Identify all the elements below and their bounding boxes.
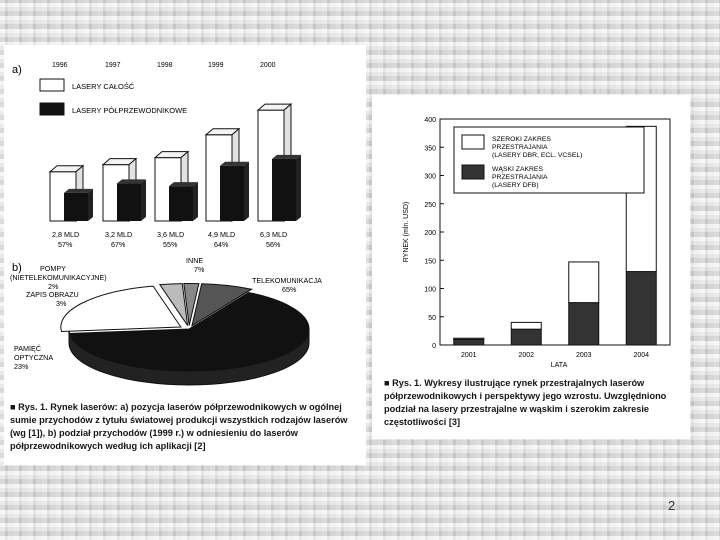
- legend-swatch-0: [462, 135, 484, 149]
- year-label-1998: 1998: [157, 62, 173, 69]
- y-tick-label-150: 150: [424, 258, 436, 266]
- bar-semiconductor-side-1997: [141, 179, 146, 221]
- legend-label-0: LASERY CAŁOŚĆ: [72, 82, 135, 91]
- left-figure-caption: ■ Rys. 1. Rynek laserów: a) pozycja laserów półprzewodnikowych w ogólnej sumie przychodów z tytułu światowej produkcji wszystkich rodzajów laserów (wg [1]), b) podział przychodów (1999 r.) w odniesieniu do laserów półprzewodnikowych według ich aplikacji [2]: [10, 402, 348, 451]
- share-label-1996: 57%: [58, 240, 73, 249]
- legend-label-1-line1: WĄSKI ZAKRES: [492, 166, 543, 173]
- share-label-1998: 55%: [163, 240, 178, 249]
- y-tick-label-100: 100: [424, 286, 436, 294]
- page-number: 2: [668, 498, 676, 513]
- pie-label-3-line2: (NIETELEKOMUNIKACYJNE): [10, 273, 107, 282]
- share-label-1997: 67%: [111, 240, 126, 249]
- y-tick-label-0: 0: [432, 343, 436, 350]
- pie-slice-1: [61, 286, 181, 331]
- y-tick-label-300: 300: [424, 173, 436, 181]
- pie-label-1-line1: PAMIĘĆ: [14, 344, 42, 353]
- x-axis-label: LATA: [550, 362, 568, 369]
- pie-percent-3: 2%: [48, 282, 59, 291]
- share-label-1999: 64%: [214, 240, 229, 249]
- legend-label-0-line2: PRZESTRAJANIA: [492, 144, 548, 151]
- bar-semiconductor-top-1998: [169, 182, 198, 186]
- right-figure-caption: ■ Rys. 1. Wykresy ilustrujące rynek przestrajalnych laserów półprzewodnikowych i perspektywy jego wzrostu. Uwzględniono podział na lasery przestrajalne w wąskim i szerokim zakresie częstotliwości [3]: [384, 378, 667, 427]
- bar-semiconductor-top-2000: [272, 155, 301, 159]
- panel-b-label: b): [12, 262, 22, 274]
- x-tick-label-2004: 2004: [633, 352, 650, 359]
- legend-label-1-line2: PRZESTRAJANIA: [492, 174, 548, 181]
- bar-2003-series-0: [569, 303, 599, 345]
- year-label-1997: 1997: [105, 62, 121, 69]
- y-tick-label-200: 200: [424, 230, 436, 237]
- legend-swatch-0: [40, 79, 64, 91]
- pie-percent-0: 65%: [282, 285, 297, 294]
- bar-semiconductor-side-1998: [193, 182, 198, 221]
- year-label-1999: 1999: [208, 62, 224, 69]
- pie-label-2: ZAPIS OBRAZU: [26, 290, 79, 299]
- bar-semiconductor-top-1996: [64, 189, 93, 193]
- value-label-2000: 6,3 MLD: [260, 230, 288, 239]
- bar-semiconductor-1997: [117, 183, 141, 221]
- bar-2003-series-1: [569, 262, 599, 303]
- year-label-2000: 2000: [260, 62, 276, 69]
- bar-2002-series-0: [511, 329, 541, 345]
- pie-percent-4: 7%: [194, 265, 205, 274]
- y-tick-label-350: 350: [424, 145, 436, 153]
- bar-semiconductor-side-1999: [244, 162, 249, 221]
- pie-label-3-line1: POMPY: [40, 264, 66, 273]
- x-tick-label-2003: 2003: [575, 352, 592, 359]
- right-figure-panel: [372, 95, 690, 439]
- legend-swatch-1: [462, 165, 484, 179]
- bar-semiconductor-1998: [169, 186, 193, 221]
- pie-percent-1: 23%: [14, 362, 29, 371]
- legend-swatch-1: [40, 103, 64, 115]
- bar-semiconductor-top-1999: [220, 162, 249, 166]
- y-tick-label-250: 250: [424, 201, 436, 209]
- pie-percent-2: 3%: [56, 299, 67, 308]
- legend-label-1-line3: (LASERY DFB): [492, 182, 539, 189]
- pie-label-1-line2: OPTYCZNA: [14, 353, 54, 362]
- value-label-1999: 4,9 MLD: [208, 230, 236, 239]
- share-label-2000: 56%: [266, 240, 281, 249]
- value-label-1997: 3,2 MLD: [105, 230, 133, 239]
- bar-2002-series-1: [511, 322, 541, 329]
- year-label-1996: 1996: [52, 62, 68, 69]
- bar-semiconductor-2000: [272, 159, 296, 221]
- legend-label-0-line1: SZEROKI ZAKRES: [492, 136, 551, 143]
- pie-label-0: TELEKOMUNIKACJA: [252, 276, 322, 285]
- left-figure-svg: [4, 45, 366, 395]
- pie-label-4: INNE: [186, 256, 204, 265]
- x-tick-label-2001: 2001: [460, 352, 477, 359]
- x-tick-label-2002: 2002: [518, 352, 535, 359]
- bar-2004-series-0: [626, 272, 656, 345]
- bar-2001-series-1: [454, 338, 484, 339]
- right-figure-svg: [372, 95, 690, 375]
- legend-label-1: LASERY PÓŁPRZEWODNIKOWE: [72, 106, 188, 115]
- left-figure-panel: [4, 45, 366, 465]
- panel-a-label: a): [12, 64, 22, 76]
- y-tick-label-50: 50: [428, 314, 436, 322]
- bar-semiconductor-side-1996: [88, 189, 93, 221]
- value-label-1998: 3,6 MLD: [157, 230, 185, 239]
- bar-semiconductor-side-2000: [296, 155, 301, 221]
- y-axis-label: RYNEK (mln. USD): [403, 201, 410, 263]
- bar-semiconductor-1999: [220, 166, 244, 221]
- bar-semiconductor-1996: [64, 193, 88, 221]
- bar-2001-series-0: [454, 339, 484, 345]
- value-label-1996: 2,8 MLD: [52, 230, 80, 239]
- bar-semiconductor-top-1997: [117, 179, 146, 183]
- legend-label-0-line3: (LASERY DBR, ECL, VCSEL): [492, 152, 583, 159]
- y-tick-label-400: 400: [424, 117, 436, 124]
